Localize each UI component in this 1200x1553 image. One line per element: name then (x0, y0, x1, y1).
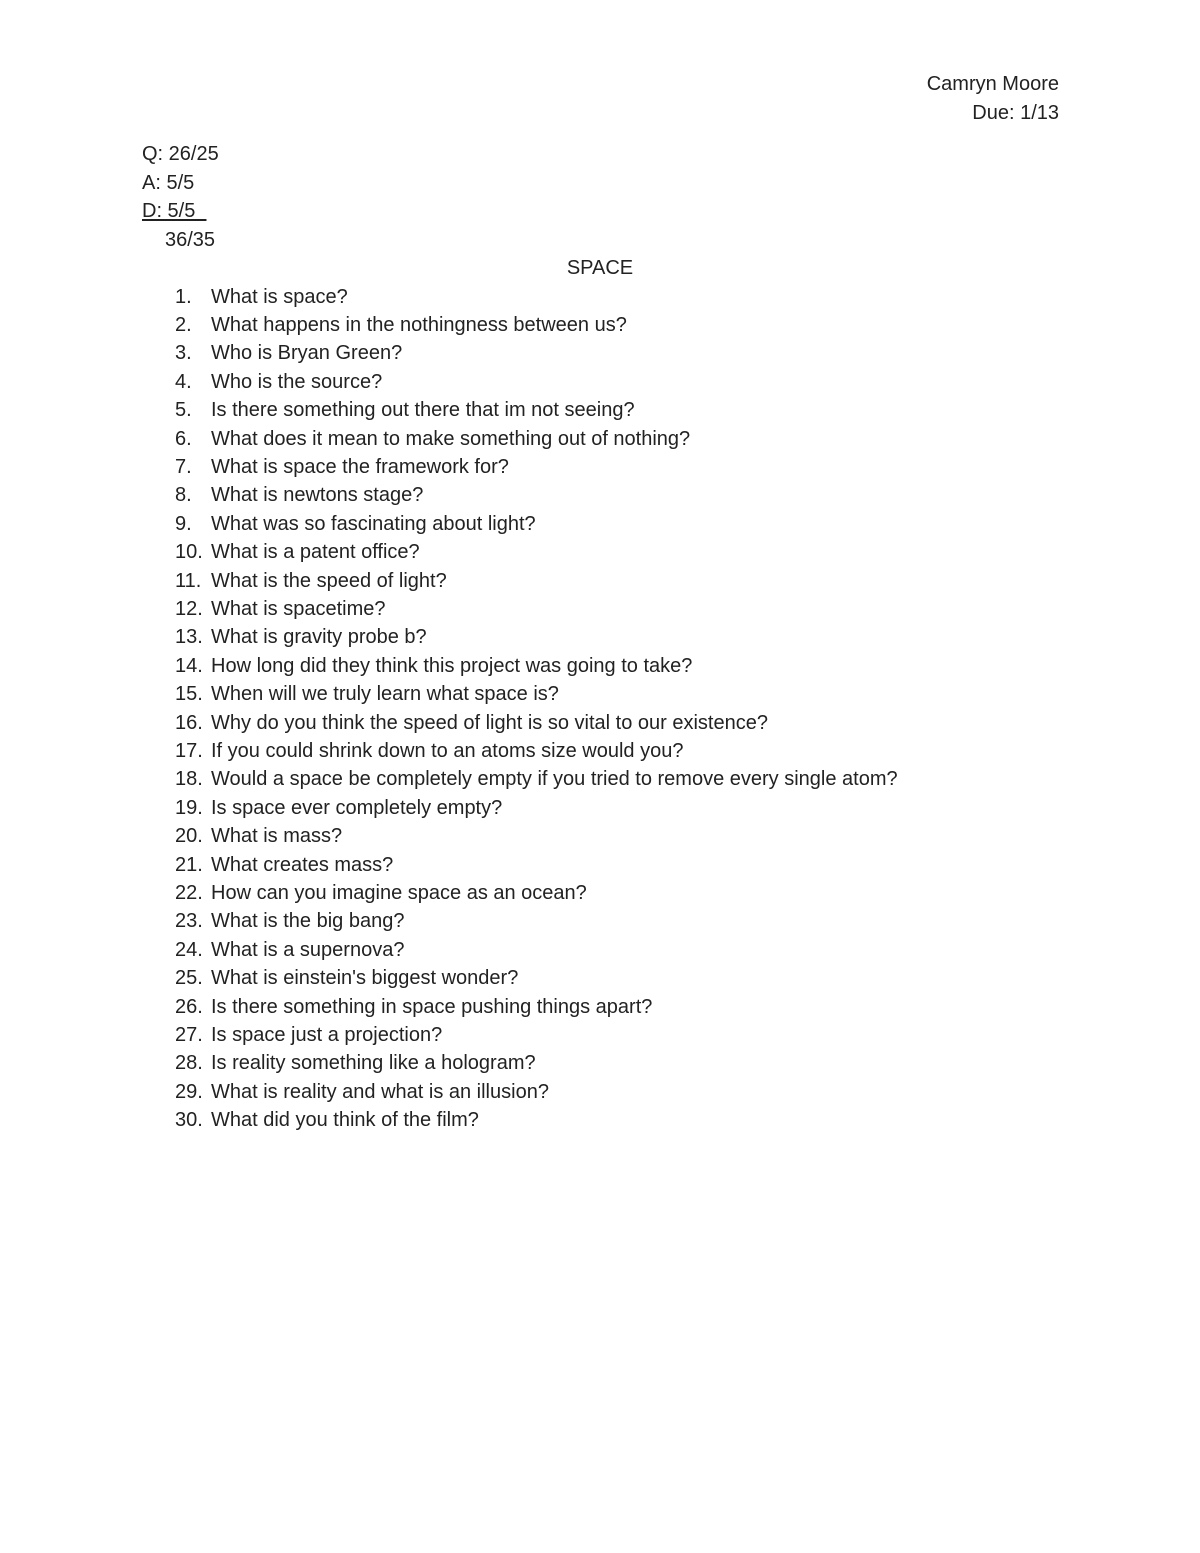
question-item (175, 879, 898, 907)
question-item (175, 993, 898, 1021)
question-item (175, 737, 898, 765)
question-item (175, 283, 898, 311)
question-item (175, 567, 898, 595)
question-item (175, 1021, 898, 1049)
question-text: What is space? (211, 285, 348, 308)
score-a: A: 5/5 (142, 171, 195, 194)
question-number: 21. (175, 853, 203, 876)
question-text: When will we truly learn what space is? (211, 683, 559, 706)
question-number: 6. (175, 427, 192, 450)
question-text: What is mass? (211, 825, 343, 848)
question-item (175, 652, 898, 680)
question-text: If you could shrink down to an atoms size would you? (211, 740, 684, 762)
question-number: 8. (175, 484, 192, 507)
question-text: What is the speed of light? (211, 569, 447, 592)
question-text: Is space just a projection? (211, 1024, 443, 1047)
question-number: 10. (175, 541, 203, 564)
question-number: 25. (175, 967, 203, 990)
score-total: 36/35 (165, 228, 216, 251)
question-number: 22. (175, 882, 203, 905)
question-number: 29. (175, 1080, 203, 1103)
question-item (175, 1106, 898, 1134)
question-text: What is a supernova? (211, 938, 405, 961)
question-item (175, 425, 898, 453)
question-text: What is space the framework for? (211, 455, 509, 478)
question-item (175, 595, 898, 623)
score-d: D: 5/5 (142, 200, 207, 222)
question-item (175, 510, 898, 538)
question-item (175, 368, 898, 396)
question-text: Is there something out there that im not seeing? (211, 399, 635, 422)
question-text: What is gravity probe b? (211, 626, 427, 649)
question-item (175, 964, 898, 992)
question-number: 15. (175, 683, 203, 706)
question-number: 17. (175, 740, 203, 762)
question-number: 9. (175, 512, 192, 535)
question-text: What was so fascinating about light? (211, 512, 536, 535)
question-item (175, 1078, 898, 1106)
question-number: 20. (175, 825, 203, 848)
question-item (175, 936, 898, 964)
question-number: 2. (175, 313, 192, 336)
question-text: What is spacetime? (211, 597, 386, 620)
question-item (175, 623, 898, 651)
question-item (175, 851, 898, 879)
header-block (927, 70, 1059, 127)
due-date: Due: 1/13 (972, 101, 1059, 124)
question-number: 26. (175, 995, 203, 1018)
question-number: 12. (175, 597, 203, 620)
question-text: What is the big bang? (211, 910, 405, 933)
question-item (175, 396, 898, 424)
question-text: Why do you think the speed of light is so vital to our existence? (211, 711, 768, 734)
question-text: What is a patent office? (211, 541, 420, 564)
question-text: Who is the source? (211, 370, 383, 393)
question-text: What happens in the nothingness between us? (211, 313, 627, 336)
question-text: Is reality something like a hologram? (211, 1052, 536, 1075)
question-text: What is reality and what is an illusion? (211, 1080, 549, 1103)
question-text: How long did they think this project was going to take? (211, 654, 693, 677)
question-item (175, 709, 898, 737)
question-item (175, 339, 898, 367)
question-number: 27. (175, 1024, 203, 1047)
student-name: Camryn Moore (926, 73, 1059, 95)
question-number: 1. (175, 285, 192, 308)
question-item (175, 680, 898, 708)
question-number: 14. (175, 654, 203, 677)
question-text: What does it mean to make something out of nothing? (211, 427, 691, 450)
question-item (175, 481, 898, 509)
question-text: How can you imagine space as an ocean? (211, 882, 587, 905)
question-text: What creates mass? (211, 853, 394, 876)
question-number: 30. (175, 1109, 203, 1132)
question-number: 19. (175, 796, 203, 819)
question-item (175, 453, 898, 481)
question-number: 13. (175, 626, 203, 649)
question-item (175, 822, 898, 850)
score-block (142, 140, 219, 254)
question-number: 7. (175, 455, 192, 478)
question-text: What did you think of the film? (211, 1109, 479, 1132)
question-number: 3. (175, 342, 192, 365)
question-number: 23. (175, 910, 203, 933)
question-number: 11. (175, 569, 202, 592)
question-item (175, 1049, 898, 1077)
question-text: Is there something in space pushing things apart? (211, 995, 653, 1018)
question-item (175, 907, 898, 935)
question-text: Who is Bryan Green? (211, 342, 403, 365)
question-text: What is newtons stage? (211, 484, 424, 507)
question-number: 16. (175, 711, 203, 734)
question-number: 28. (175, 1052, 203, 1075)
question-list (175, 283, 898, 1135)
question-item (175, 311, 898, 339)
question-number: 5. (175, 399, 192, 422)
question-number: 4. (175, 370, 192, 393)
question-text: Would a space be completely empty if you tried to remove every single atom? (211, 768, 898, 791)
question-number: 24. (175, 938, 203, 961)
score-q: Q: 26/25 (142, 143, 219, 165)
question-item (175, 765, 898, 793)
question-text: What is einstein's biggest wonder? (211, 967, 519, 990)
document-title: SPACE (566, 257, 634, 279)
question-text: Is space ever completely empty? (211, 796, 503, 819)
question-item (175, 794, 898, 822)
question-item (175, 538, 898, 566)
question-number: 18. (175, 768, 203, 791)
